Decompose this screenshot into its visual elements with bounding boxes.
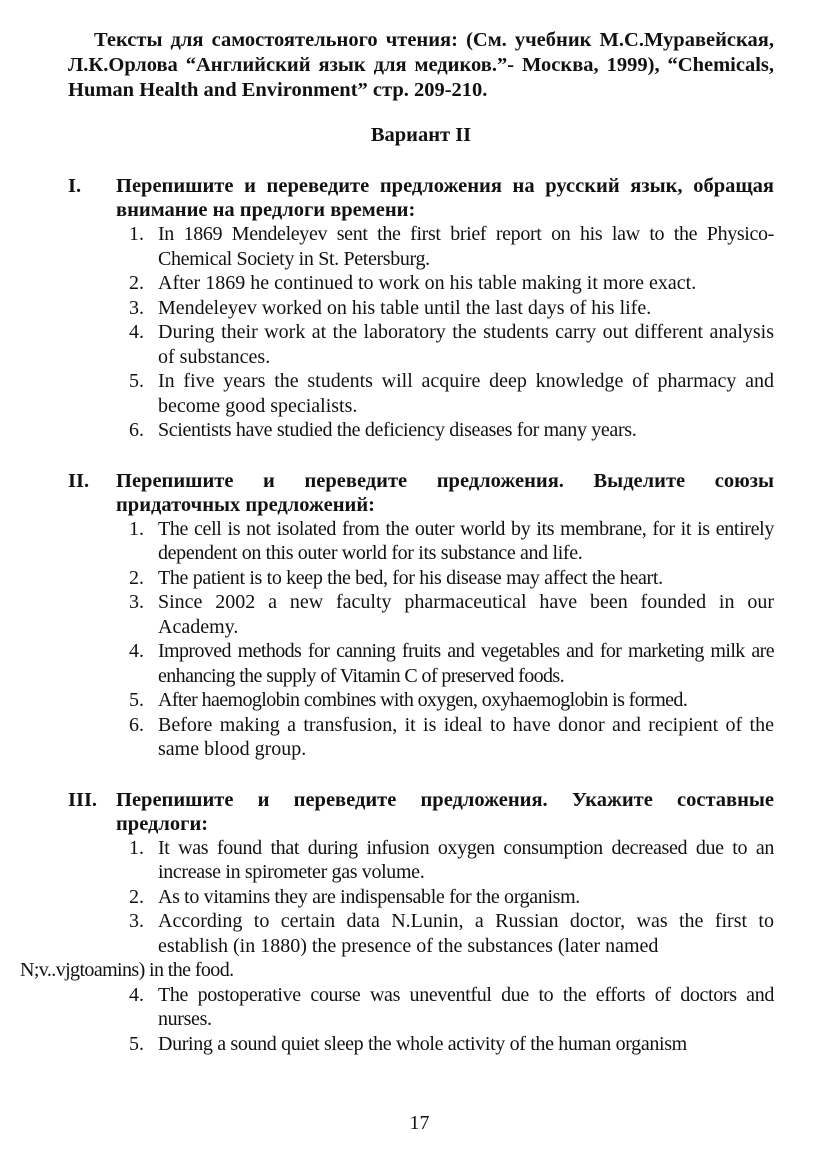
- section-title: Перепишите и переведите предложения. Укажите составные предлоги:: [116, 788, 774, 835]
- item-text: Scientists have studied the deficiency diseases for many years.: [158, 419, 637, 441]
- item-number: 1.: [129, 836, 144, 859]
- item-text: According to certain data N.Lunin, a Russian doctor, was the first to establish (in 1880) the presence of the substances (later named: [158, 910, 774, 957]
- item-text: In 1869 Mendeleyev sent the first brief report on his law to the Physico-Chemical Society in St. Petersburg.: [158, 223, 774, 270]
- item-number: 5.: [129, 689, 144, 711]
- item-text: The patient is to keep the bed, for his disease may affect the heart.: [158, 566, 663, 589]
- item-text: As to vitamins they are indispensable for the organism.: [158, 885, 580, 908]
- list-item: [68, 418, 774, 443]
- item-text: During a sound quiet sleep the whole activity of the human organism: [158, 1032, 687, 1055]
- section-number: III.: [68, 788, 98, 811]
- section-title: Перепишите и переведите предложения. Выделите союзы придаточных предложений:: [116, 469, 774, 516]
- item-text: Mendeleyev worked on his table until the last days of his life.: [158, 296, 652, 319]
- item-number: 2.: [129, 885, 144, 908]
- item-number: 4.: [129, 640, 144, 662]
- list-item: [68, 517, 774, 566]
- item-text: Since 2002 a new faculty pharmaceutical have been founded in our Academy.: [158, 591, 774, 638]
- section-title: Перепишите и переведите предложения на русский язык, обращая внимание на предлоги времени:: [116, 175, 774, 221]
- section-heading: [68, 469, 774, 517]
- list-item: [68, 566, 774, 591]
- item-text: The postoperative course was uneventful due to the efforts of doctors and nurses.: [158, 983, 774, 1030]
- item-number: 1.: [129, 517, 144, 540]
- list-item: [68, 590, 774, 639]
- item-text: During their work at the laboratory the students carry out different analysis of substances.: [158, 321, 774, 368]
- list-item: [68, 296, 774, 321]
- section-heading: [68, 788, 774, 836]
- intro-paragraph: Тексты для самостоятельного чтения: (См. учебник М.С.Муравейская, Л.К.Орлова “Английский язык для медиков.”- Москва, 1999), “Chemicals, Human Health and Environment” стр. 209-210.: [68, 29, 774, 101]
- item-number: 4.: [129, 321, 144, 343]
- item-list: [68, 222, 774, 443]
- page-content: [20, 28, 774, 1056]
- item-number: 6.: [129, 713, 144, 736]
- item-number: 3.: [129, 910, 144, 932]
- variant-title: Вариант II: [370, 124, 472, 146]
- list-item: [68, 688, 774, 713]
- list-item: [68, 222, 774, 271]
- list-item: [20, 958, 774, 983]
- section-number: II.: [68, 469, 90, 492]
- section-3: [20, 788, 774, 1057]
- item-list: [20, 836, 774, 1057]
- list-item: [68, 909, 774, 958]
- item-text: The cell is not isolated from the outer world by its membrane, for it is entirely dependent on this outer world for its substance and life.: [158, 517, 774, 564]
- list-item: [68, 836, 774, 885]
- section-2: [68, 469, 774, 762]
- item-number: 5.: [129, 370, 144, 392]
- item-number: 6.: [129, 419, 144, 441]
- section-1: [68, 174, 774, 443]
- item-text: After haemoglobin combines with oxygen, oxyhaemoglobin is formed.: [158, 689, 688, 711]
- list-item: [68, 320, 774, 369]
- item-number: 3.: [129, 296, 144, 319]
- list-item: [68, 1032, 774, 1057]
- item-text: N;v..vjgtoamins) in the food.: [20, 959, 234, 981]
- item-text: It was found that during infusion oxygen consumption decreased due to an increase in spirometer gas volume.: [158, 836, 774, 883]
- section-number: I.: [68, 175, 82, 197]
- list-item: [68, 983, 774, 1032]
- list-item: [68, 885, 774, 910]
- list-item: [68, 271, 774, 296]
- item-list: [68, 517, 774, 762]
- item-text: In five years the students will acquire deep knowledge of pharmacy and become good specialists.: [158, 370, 774, 417]
- list-item: [68, 639, 774, 688]
- item-text: Improved methods for canning fruits and vegetables and for marketing milk are enhancing the supply of Vitamin C of preserved foods.: [158, 640, 774, 687]
- item-text: After 1869 he continued to work on his table making it more exact.: [158, 272, 697, 294]
- item-text: Before making a transfusion, it is ideal to have donor and recipient of the same blood group.: [158, 713, 774, 760]
- list-item: [68, 369, 774, 418]
- item-number: 2.: [129, 272, 144, 294]
- item-number: 2.: [129, 566, 144, 589]
- item-number: 5.: [129, 1032, 144, 1055]
- item-number: 1.: [129, 223, 144, 245]
- section-heading: [68, 174, 774, 222]
- page-number: 17: [409, 1112, 430, 1134]
- list-item: [68, 713, 774, 762]
- item-number: 3.: [129, 591, 144, 613]
- item-number: 4.: [129, 983, 144, 1006]
